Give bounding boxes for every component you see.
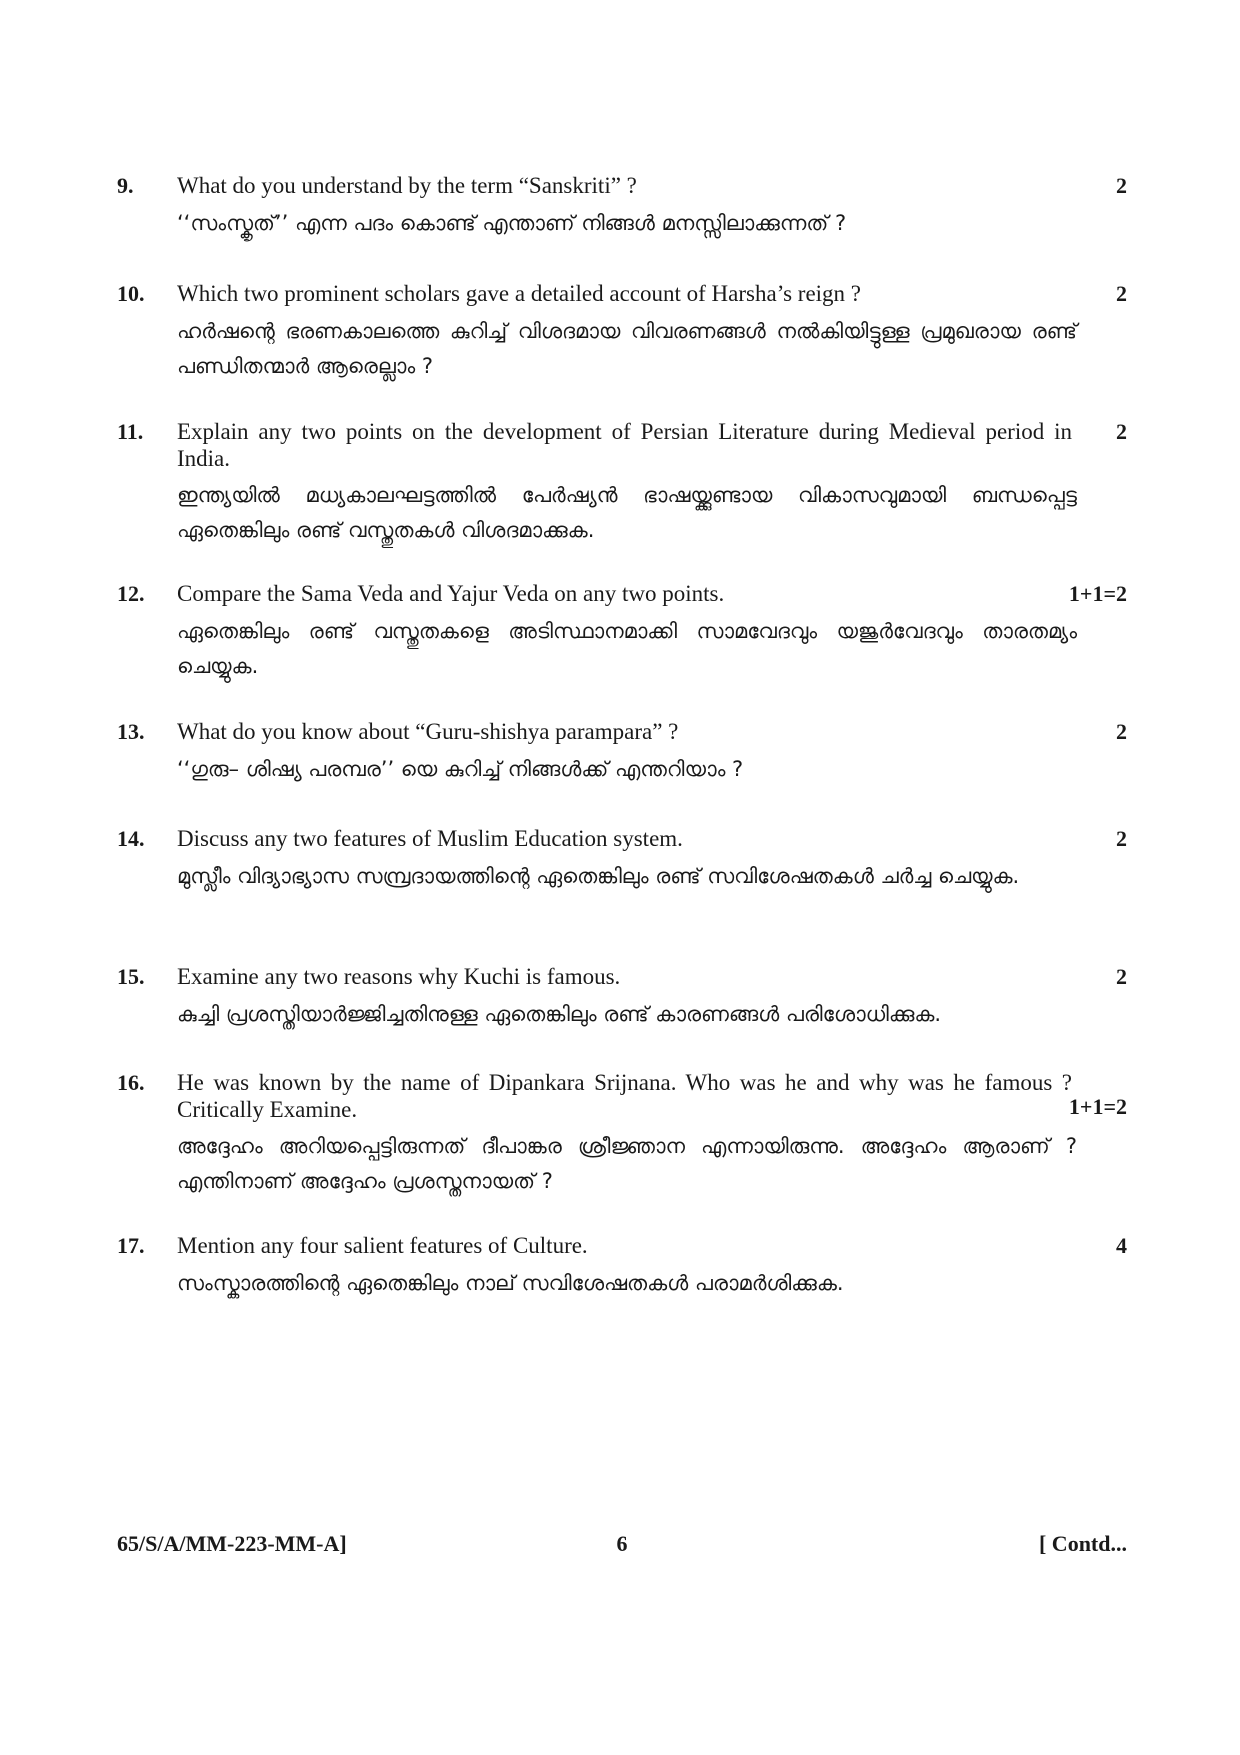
question-text-english: Explain any two points on the development of Persian Literature during Medieval period in India. xyxy=(177,419,1072,471)
question-text-english: Mention any four salient features of Culture. xyxy=(177,1233,588,1258)
question-number: 13. xyxy=(117,719,145,744)
question-number: 17. xyxy=(117,1233,145,1258)
question-text-english: What do you understand by the term “Sanskriti” ? xyxy=(177,173,637,198)
question-text-malayalam: ഇന്ത്യയിൽ മധ്യകാലഘട്ടത്തിൽ പേർഷ്യൻ ഭാഷയ്ക്കുണ്ടായ വികാസവുമായി ബന്ധപ്പെട്ട ഏതെങ്കിലും രണ്ട് വസ്തുതകൾ വിശദമാക്കുക. xyxy=(177,483,1077,542)
continued-label: [ Contd... xyxy=(1038,1531,1127,1556)
question-marks: 2 xyxy=(1116,419,1127,444)
question-number: 10. xyxy=(117,281,145,306)
question-text-malayalam: കുച്ചി പ്രശസ്തിയാർജ്ജിച്ചതിനുള്ള ഏതെങ്കിലും രണ്ട് കാരണങ്ങൾ പരിശോധിക്കുക. xyxy=(177,1002,942,1026)
page-number: 6 xyxy=(616,1531,628,1556)
question-text-malayalam: സംസ്കാരത്തിന്റെ ഏതെങ്കിലും നാല് സവിശേഷതകൾ പരാമർശിക്കുക. xyxy=(177,1271,844,1295)
paper-code: 65/S/A/MM-223-MM-A] xyxy=(117,1531,347,1556)
question-number: 9. xyxy=(117,173,134,198)
question-text-english: What do you know about “Guru-shishya parampara” ? xyxy=(177,719,679,744)
question-text-malayalam: മുസ്ലീം വിദ്യാഭ്യാസ സമ്പ്രദായത്തിന്റെ ഏതെങ്കിലും രണ്ട് സവിശേഷതകൾ ചർച്ച ചെയ്യുക. xyxy=(177,864,1020,888)
question-number: 14. xyxy=(117,826,145,851)
question-text-english: Which two prominent scholars gave a detailed account of Harsha’s reign ? xyxy=(177,281,862,306)
question-marks: 2 xyxy=(1116,281,1127,306)
question-text-malayalam: ‘‘ഗുരു– ശിഷ്യ പരമ്പര’’ യെ കുറിച്ച് നിങ്ങൾക്ക് എന്തറിയാം ? xyxy=(177,757,744,781)
question-text-malayalam: അദ്ദേഹം അറിയപ്പെട്ടിരുന്നത് ദീപാങ്കര ശ്രീജ്ഞാന എന്നായിരുന്നു. അദ്ദേഹം ആരാണ് ? എന്തിനാണ് അദ്ദേഹം പ്രശസ്തനായത് ? xyxy=(177,1134,1077,1193)
question-text-english: He was known by the name of Dipankara Srijnana. Who was he and why was he famous ? Critically Examine. xyxy=(177,1070,1072,1122)
question-marks: 2 xyxy=(1116,964,1127,989)
question-marks: 2 xyxy=(1116,826,1127,851)
question-text-english: Examine any two reasons why Kuchi is famous. xyxy=(177,964,621,989)
question-text-malayalam: ഏതെങ്കിലും രണ്ട് വസ്തുതകളെ അടിസ്ഥാനമാക്കി സാമവേദവും യജുർവേദവും താരതമ്യം ചെയ്യുക. xyxy=(177,619,1077,678)
page-footer xyxy=(117,1530,1127,1560)
question-text-english: Discuss any two features of Muslim Education system. xyxy=(177,826,683,851)
question-number: 16. xyxy=(117,1070,145,1095)
question-text-malayalam: ‘‘സംസ്കൃത്’’ എന്ന പദം കൊണ്ട് എന്താണ് നിങ്ങൾ മനസ്സിലാക്കുന്നത് ? xyxy=(177,211,847,235)
question-marks: 2 xyxy=(1116,719,1127,744)
question-number: 11. xyxy=(117,419,144,444)
question-number: 12. xyxy=(117,581,145,606)
question-text-english: Compare the Sama Veda and Yajur Veda on any two points. xyxy=(177,581,725,606)
question-marks: 1+1=2 xyxy=(1068,1094,1127,1119)
question-marks: 1+1=2 xyxy=(1068,581,1127,606)
question-text-malayalam: ഹർഷന്റെ ഭരണകാലത്തെ കുറിച്ച് വിശദമായ വിവരണങ്ങൾ നൽകിയിട്ടുള്ള പ്രമുഖരായ രണ്ട് പണ്ഡിതന്മാർ ആരെല്ലാം ? xyxy=(177,319,1077,378)
question-number: 15. xyxy=(117,964,145,989)
question-marks: 2 xyxy=(1116,173,1127,198)
question-marks: 4 xyxy=(1116,1233,1127,1258)
